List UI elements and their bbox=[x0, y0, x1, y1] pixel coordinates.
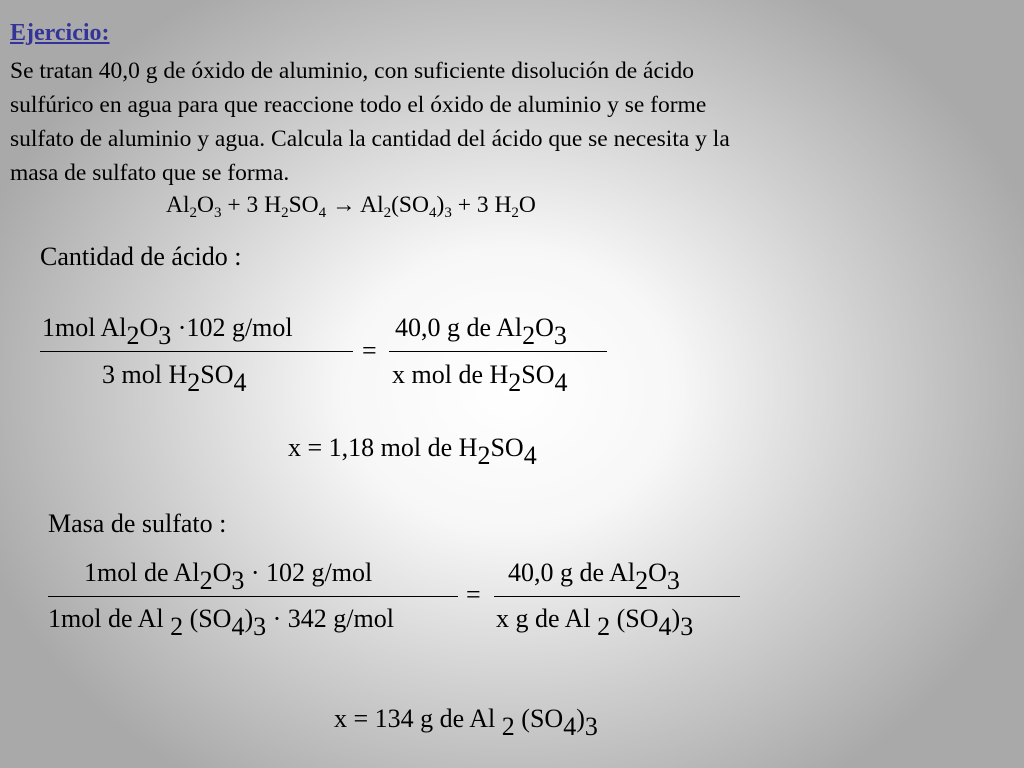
acid-result: x = 1,18 mol de H2SO4 bbox=[288, 433, 537, 470]
sulfate-result: x = 134 g de Al 2 (SO4)3 bbox=[334, 704, 598, 741]
exercise-title: Ejercicio: bbox=[10, 20, 110, 46]
sulfate-left-fraction-bar bbox=[48, 596, 458, 597]
problem-line: sulfúrico en agua para que reaccione todo el óxido de aluminio y se forme bbox=[10, 92, 707, 118]
acid-right-denominator: x mol de H2SO4 bbox=[392, 360, 568, 397]
problem-line: masa de sulfato que se forma. bbox=[10, 160, 290, 186]
acid-left-numerator: 1mol Al2O3 ·102 g/mol bbox=[42, 313, 293, 350]
sulfate-equals-sign: = bbox=[466, 580, 481, 609]
sulfate-right-numerator: 40,0 g de Al2O3 bbox=[508, 558, 680, 595]
sulfate-heading: Masa de sulfato : bbox=[48, 509, 227, 538]
acid-right-numerator: 40,0 g de Al2O3 bbox=[395, 313, 567, 350]
acid-heading: Cantidad de ácido : bbox=[40, 242, 242, 271]
acid-left-fraction-bar bbox=[40, 351, 353, 352]
acid-left-denominator: 3 mol H2SO4 bbox=[102, 360, 247, 397]
sulfate-left-numerator: 1mol de Al2O3 · 102 g/mol bbox=[84, 558, 373, 595]
sulfate-left-denominator: 1mol de Al 2 (SO4)3 · 342 g/mol bbox=[48, 604, 394, 641]
acid-equals-sign: = bbox=[362, 336, 377, 365]
acid-right-fraction-bar bbox=[389, 351, 607, 352]
problem-line: Se tratan 40,0 g de óxido de aluminio, con suficiente disolución de ácido bbox=[10, 58, 694, 84]
chemical-equation: $Al_2O_3 + 3$ $H_2SO_4 \to Al_2(SO_4)_3 + 3$ $H_2O$ bbox=[166, 192, 536, 221]
sulfate-right-denominator: x g de Al 2 (SO4)3 bbox=[496, 604, 694, 641]
problem-statement bbox=[10, 54, 910, 190]
sulfate-right-fraction-bar bbox=[494, 596, 740, 597]
problem-line: sulfato de aluminio y agua. Calcula la cantidad del ácido que se necesita y la bbox=[10, 126, 730, 152]
